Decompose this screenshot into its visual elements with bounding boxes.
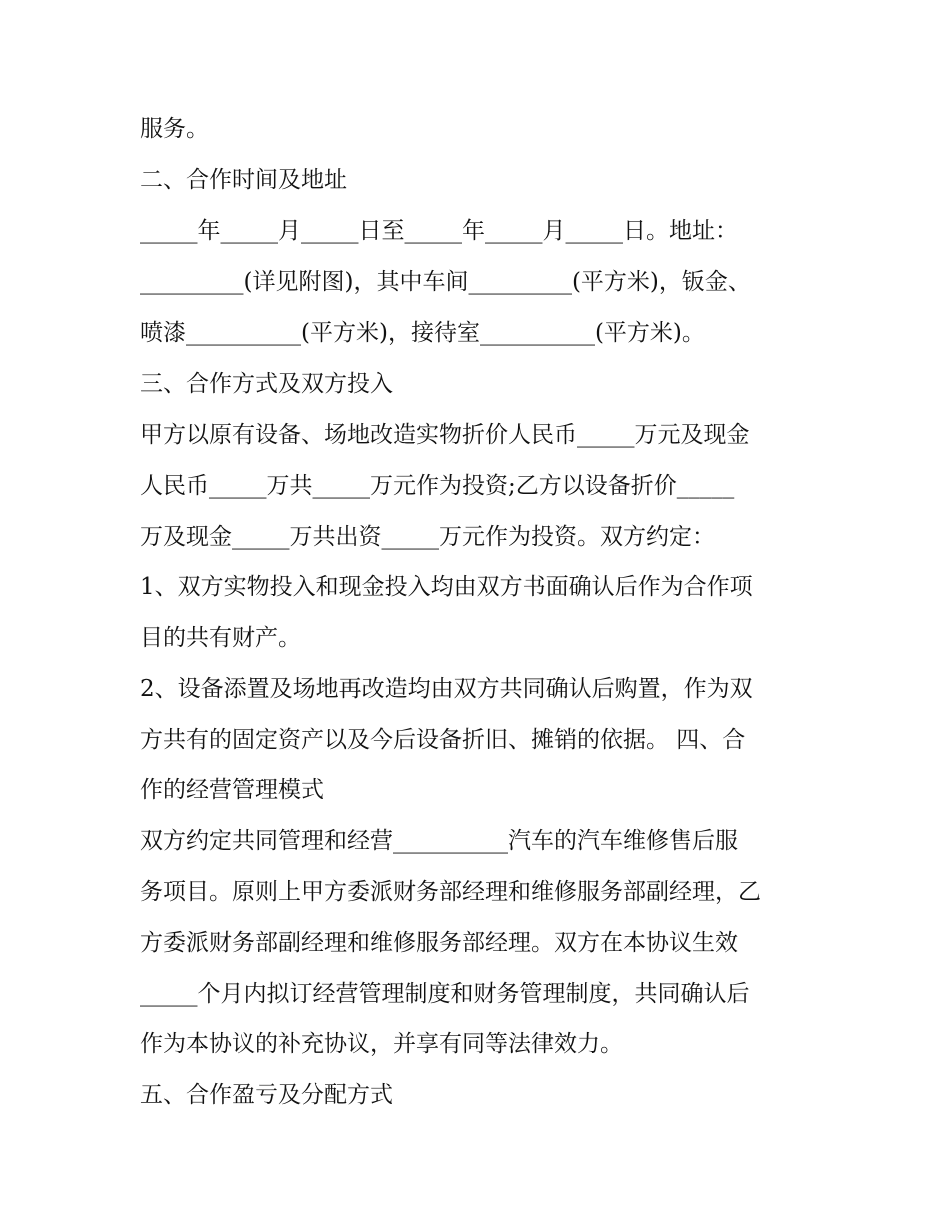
text-line: 作为本协议的补充协议，并享有同等法律效力。 <box>140 1031 623 1057</box>
text-line: 双方约定共同管理和经营__________汽车的汽车维修售后服 <box>140 828 738 854</box>
text-line: 喷漆__________(平方米)，接待室__________(平方米)。 <box>140 320 705 346</box>
section-heading: 三、合作方式及双方投入 <box>140 371 393 397</box>
text-line: 甲方以原有设备、场地改造实物折价人民币_____万元及现金 <box>140 422 750 448</box>
text-line: 人民币_____万共_____万元作为投资;乙方以设备折价_____ <box>140 473 735 499</box>
text-line: _________(详见附图)，其中车间_________(平方米)，钣金、 <box>140 269 751 295</box>
text-line: 目的共有财产。 <box>140 625 301 651</box>
text-line: 1、双方实物投入和现金投入均由双方书面确认后作为合作项 <box>140 574 753 600</box>
text-line: 2、设备添置及场地再改造均由双方共同确认后购置，作为双 <box>140 676 753 702</box>
section-heading: 五、合作盈亏及分配方式 <box>140 1082 393 1108</box>
text-line: 万及现金_____万共出资_____万元作为投资。双方约定： <box>140 524 715 550</box>
text-line: _____年_____月_____日至_____年_____月_____日。地址： <box>140 218 738 244</box>
section-heading: 二、合作时间及地址 <box>140 167 347 193</box>
text-line: 方委派财务部副经理和维修服务部经理。双方在本协议生效 <box>140 930 738 956</box>
text-line: 务项目。原则上甲方委派财务部经理和维修服务部副经理，乙 <box>140 879 761 905</box>
text-line: 服务。 <box>140 116 209 142</box>
text-line: 方共有的固定资产以及今后设备折旧、摊销的依据。 四、合 <box>140 727 746 753</box>
text-line: 作的经营管理模式 <box>140 777 324 803</box>
text-line: _____个月内拟订经营管理制度和财务管理制度，共同确认后 <box>140 981 750 1007</box>
